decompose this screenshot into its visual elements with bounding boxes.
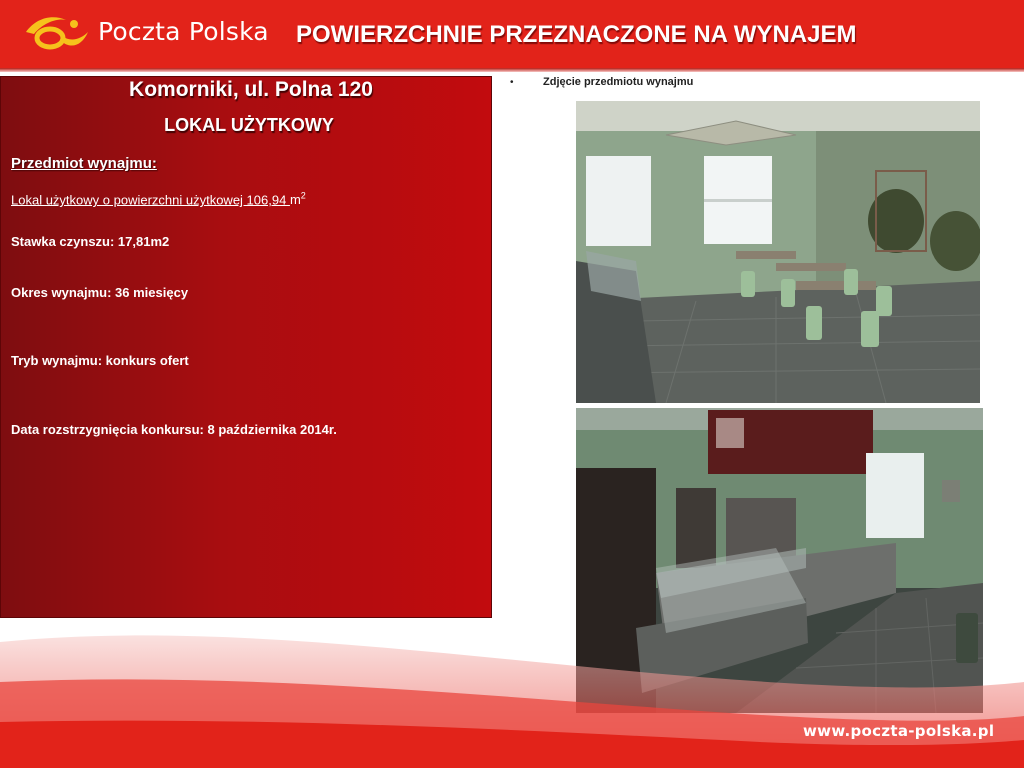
photo-caption: Zdjęcie przedmiotu wynajmu (543, 76, 694, 88)
rental-mode: Tryb wynajmu: konkurs ofert (11, 353, 189, 368)
rent-rate: Stawka czynszu: 17,81m2 (11, 234, 170, 249)
footer-wave (0, 612, 1024, 768)
property-type: LOKAL UŻYTKOWY (164, 115, 334, 135)
property-location: Komorniki, ul. Polna 120 (129, 78, 373, 101)
brand-name: Poczta Polska (98, 17, 269, 46)
area-unit (290, 192, 306, 207)
dining-room-illustration (576, 101, 980, 403)
property-info-panel (0, 76, 492, 618)
area-line (11, 191, 306, 207)
header-bar (0, 0, 1024, 68)
section-heading: Przedmiot wynajmu: (11, 155, 157, 172)
page-title: POWIERZCHNIE PRZEZNACZONE NA WYNAJEM (296, 21, 857, 48)
photo-dining-room (576, 101, 980, 403)
poczta-polska-logo-icon (22, 10, 92, 56)
rental-period: Okres wynajmu: 36 miesięcy (11, 285, 189, 300)
area-unit-exponent: 2 (300, 191, 306, 201)
area-text: Lokal użytkowy o powierzchni użytkowej 106,94 (11, 192, 290, 208)
bullet-point: • (510, 77, 514, 88)
decision-date: Data rozstrzygnięcia konkursu: 8 października 2014r. (11, 422, 337, 437)
website-link[interactable]: www.poczta-polska.pl (803, 722, 995, 740)
area-unit-base: m (289, 192, 301, 208)
logo[interactable] (22, 10, 272, 56)
header-divider (0, 68, 1024, 72)
